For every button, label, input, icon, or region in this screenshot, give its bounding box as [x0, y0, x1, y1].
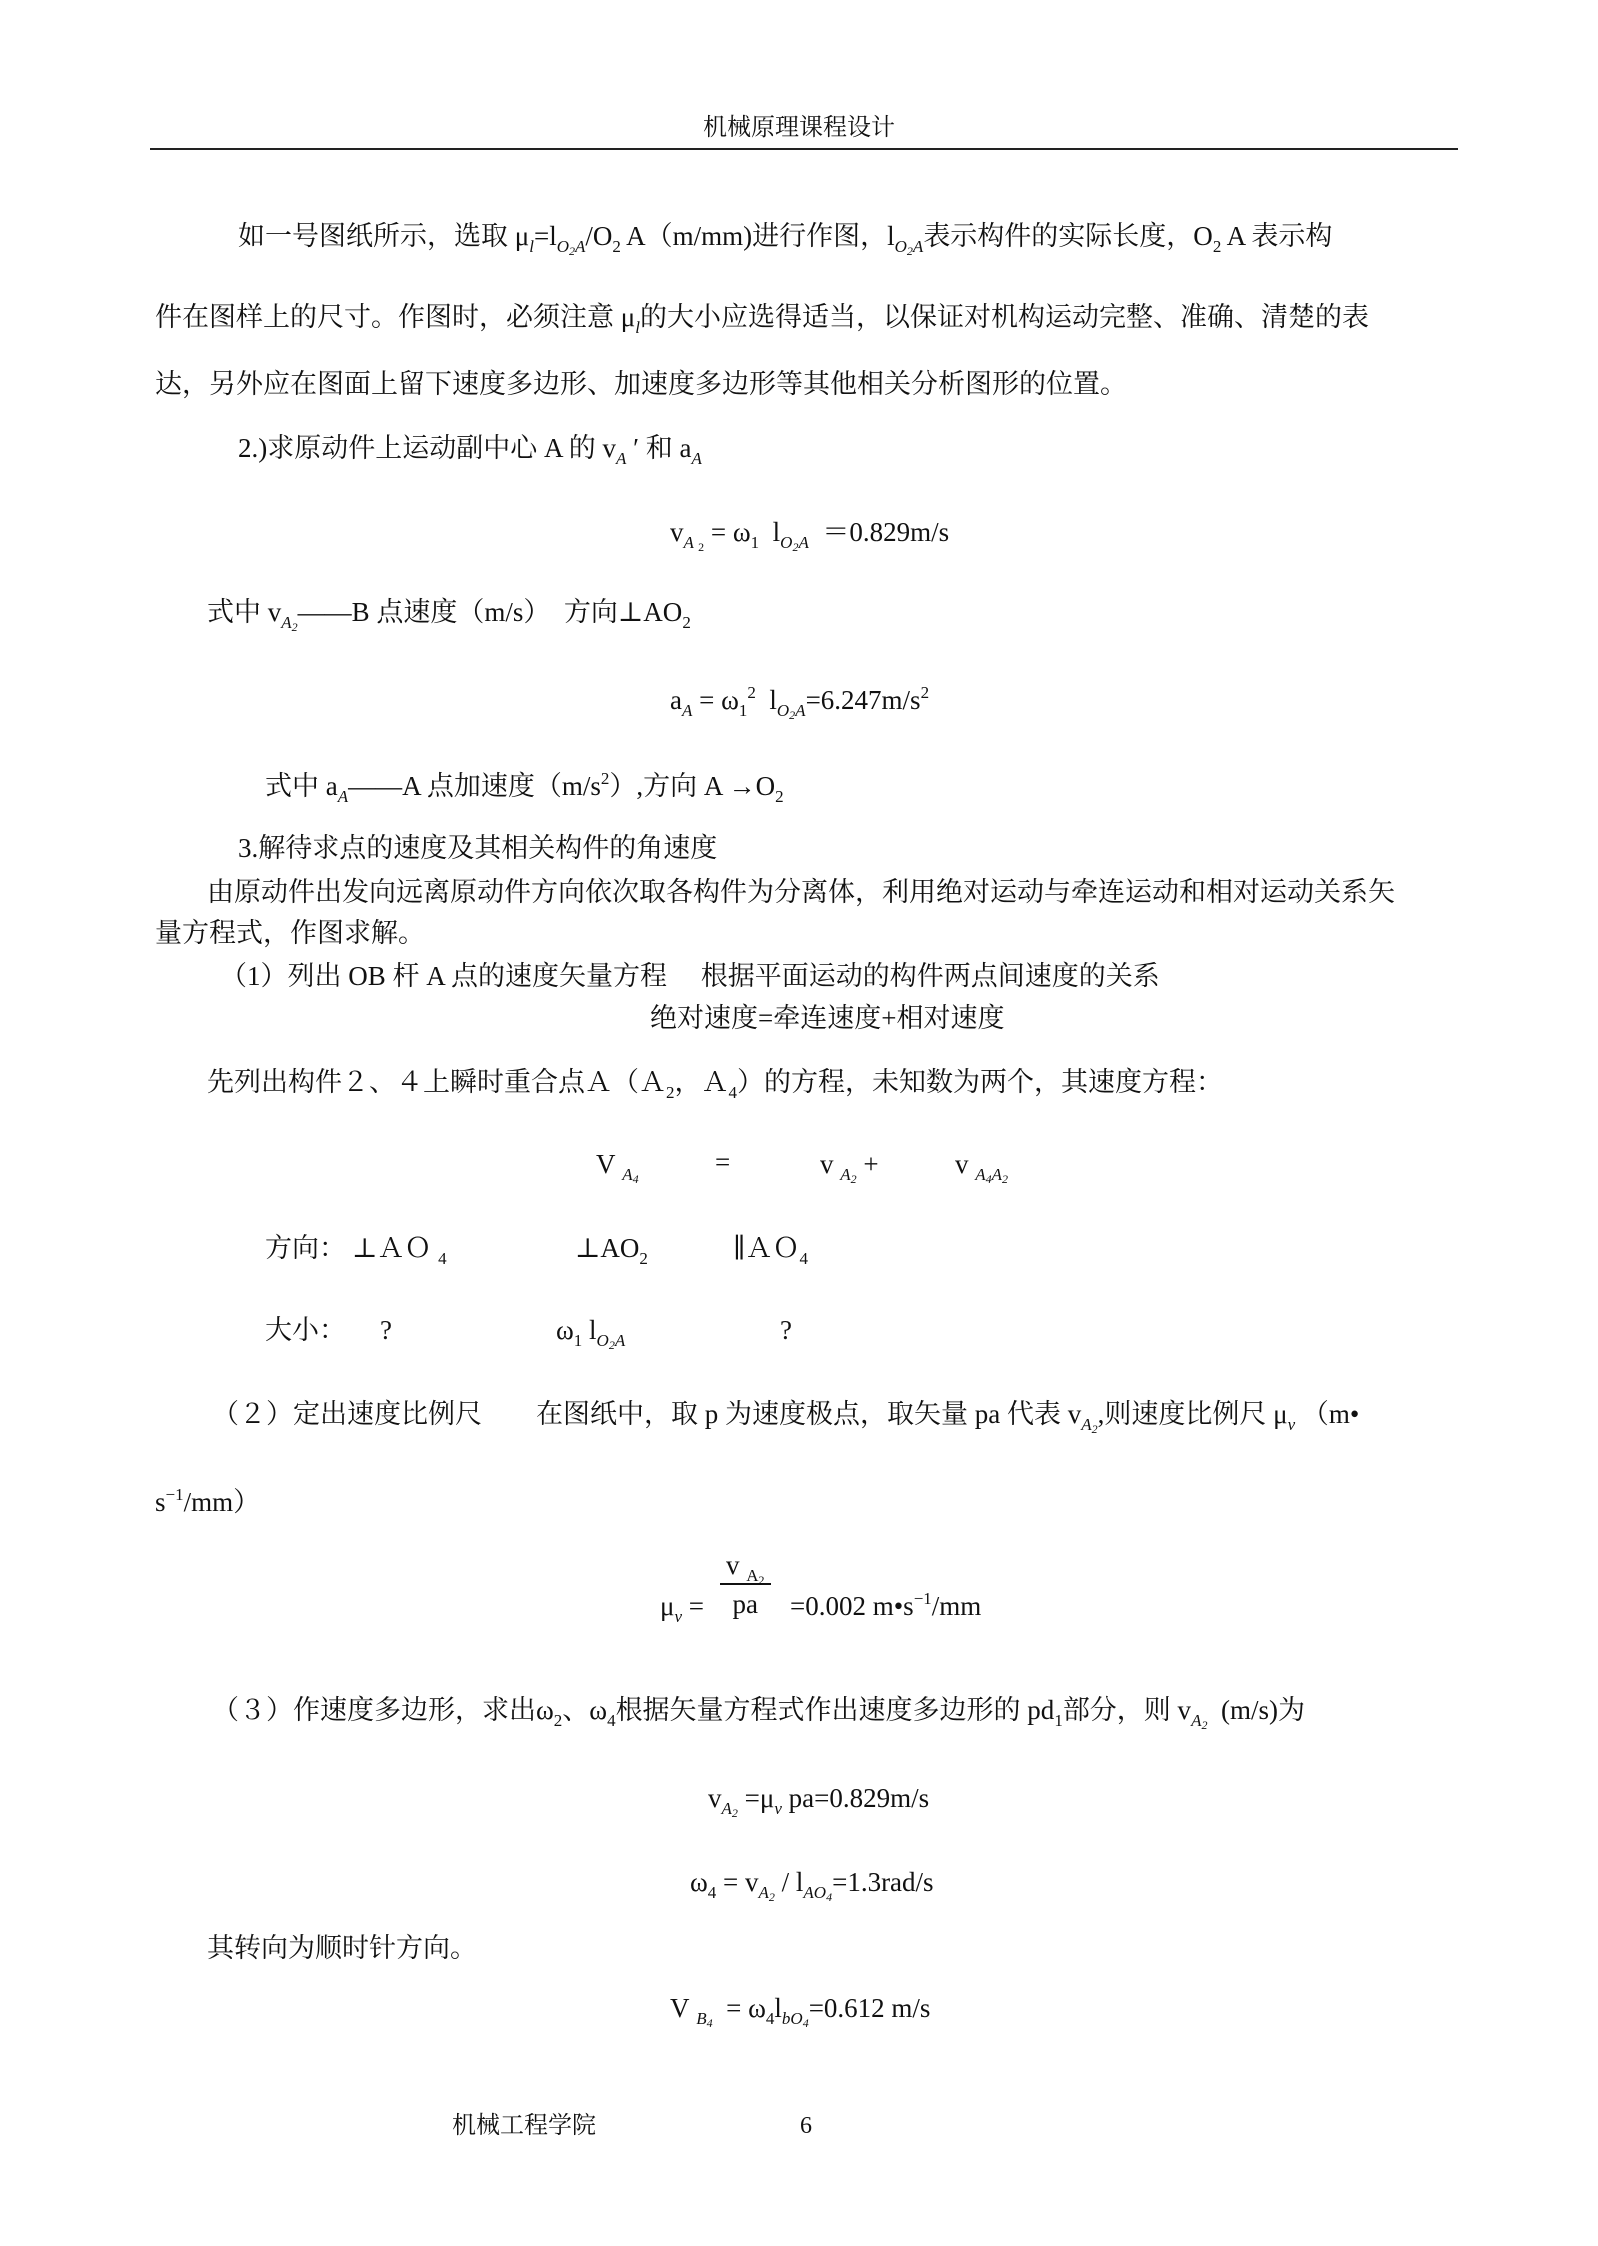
magnitude-3: ?	[780, 1315, 792, 1345]
item3-title: （３）作速度多边形，求出$\omega_2$、$\omega_4$根据矢量方程式作出速度多边形的 $pd_1$部分，则 $v_{A_2}$ (m/s)为	[212, 1695, 1305, 1732]
direction-1: ⊥ＡＯ $_4$	[352, 1233, 447, 1268]
vec-eq-vA4A2: v $_{A_4A_2}$	[955, 1149, 1009, 1186]
eq-mu-rhs: =0.002 $m•s^{-1}/mm$	[790, 1589, 982, 1621]
direction-3: ∥ＡＯ$_4$	[733, 1233, 808, 1268]
eq-mu-numerator: v $_{A_2}$	[720, 1550, 771, 1585]
para1-line1: 如一号图纸所示，选取 $\mu_l=l_{O_2A}/O_2$ A（m/mm)进行作图，$l_{O_2A}$表示构件的实际长度，$O_2$ A 表示构	[238, 221, 1333, 258]
item2-line2: $s^{-1}/mm$）	[155, 1485, 261, 1517]
vec-eq-vA2: v $_{A_2}$ +	[820, 1149, 879, 1186]
section3-para-line3: 先列出构件２、４上瞬时重合点Ａ（Ａ$_2$，Ａ$_4$）的方程，未知数为两个，其速度方程：	[207, 1067, 1223, 1102]
relation-text: 绝对速度=牵连速度+相对速度	[650, 1003, 1005, 1033]
magnitude-2: $\omega_1$ $l_{O_2A}$	[556, 1315, 626, 1352]
eq-mu-lhs: $\mu_v$ =	[660, 1591, 705, 1626]
eq-mu-fraction	[720, 1550, 771, 1620]
vec-eq-equals: =	[715, 1147, 731, 1177]
magnitude-1: ?	[380, 1315, 392, 1345]
section3-title: 3.解待求点的速度及其相关构件的角速度	[238, 833, 718, 863]
section3-para-line2: 量方程式，作图求解。	[155, 918, 425, 948]
equation-vA2: $v_{A _2} = \omega_1$ $l_{O_2A} =0.829m/s$	[670, 517, 950, 554]
para1-line2: 件在图样上的尺寸。作图时，必须注意 $\mu_l$的大小应选得适当，以保证对机构运动完整、准确、清楚的表	[155, 302, 1369, 337]
magnitude-label: 大小：	[265, 1315, 346, 1345]
direction-2: $\perp AO_2$	[575, 1233, 648, 1268]
header-title: 机械原理课程设计	[703, 115, 895, 141]
note-velocity: 式中 $v_{A_2}——B$ 点速度（m/s） 方向$\perp AO_2$	[207, 597, 691, 634]
page-number: 6	[800, 2113, 812, 2139]
equation-aA: $a_A = \omega_1^2$ $l_{O_2A}=6.247m/s^2$	[670, 683, 930, 722]
eq-mu-denominator: pa	[732, 1589, 758, 1619]
para1-line3: 达，另外应在图面上留下速度多边形、加速度多边形等其他相关分析图形的位置。	[155, 369, 1127, 399]
item1-title: （1）列出 OB 杆 A 点的速度矢量方程 根据平面运动的构件两点间速度的关系	[220, 961, 1160, 991]
vec-eq-VA4: V $_{A_4}$	[596, 1149, 639, 1186]
item2-line1: （２）定出速度比例尺 在图纸中，取 p 为速度极点，取矢量 pa 代表 $v_{A_2}$,则速度比例尺 $\mu_v$ （m•	[212, 1399, 1360, 1436]
note-acceleration: 式中 $a_A——A$ 点加速度$(m/s^2)$,方向 $A \to O_2$	[265, 769, 784, 806]
footer-school: 机械工程学院	[452, 2113, 596, 2139]
direction-label: 方向：	[265, 1233, 346, 1263]
rotation-text: 其转向为顺时针方向。	[207, 1933, 477, 1963]
equation-w4: $\omega_4 = v_{A_2} / l_{AO_4}=1.3rad/s$	[690, 1867, 934, 1904]
equation-vB4: V $_{B_4} = \omega_4l_{bO_4}=0.612$ m/s	[670, 1993, 931, 2030]
equation-vA2-scale: $v_{A_2} =\mu_v$ pa=0.829m/s	[708, 1783, 930, 1820]
section2-title: 2.)求原动件上运动副中心 A 的 $v_A$ ′ 和 $a_A$	[238, 433, 702, 468]
section3-para-line1: 由原动件出发向远离原动件方向依次取各构件为分离体，利用绝对运动与牵连运动和相对运动关系矢	[207, 877, 1395, 907]
header-rule	[150, 148, 1458, 150]
